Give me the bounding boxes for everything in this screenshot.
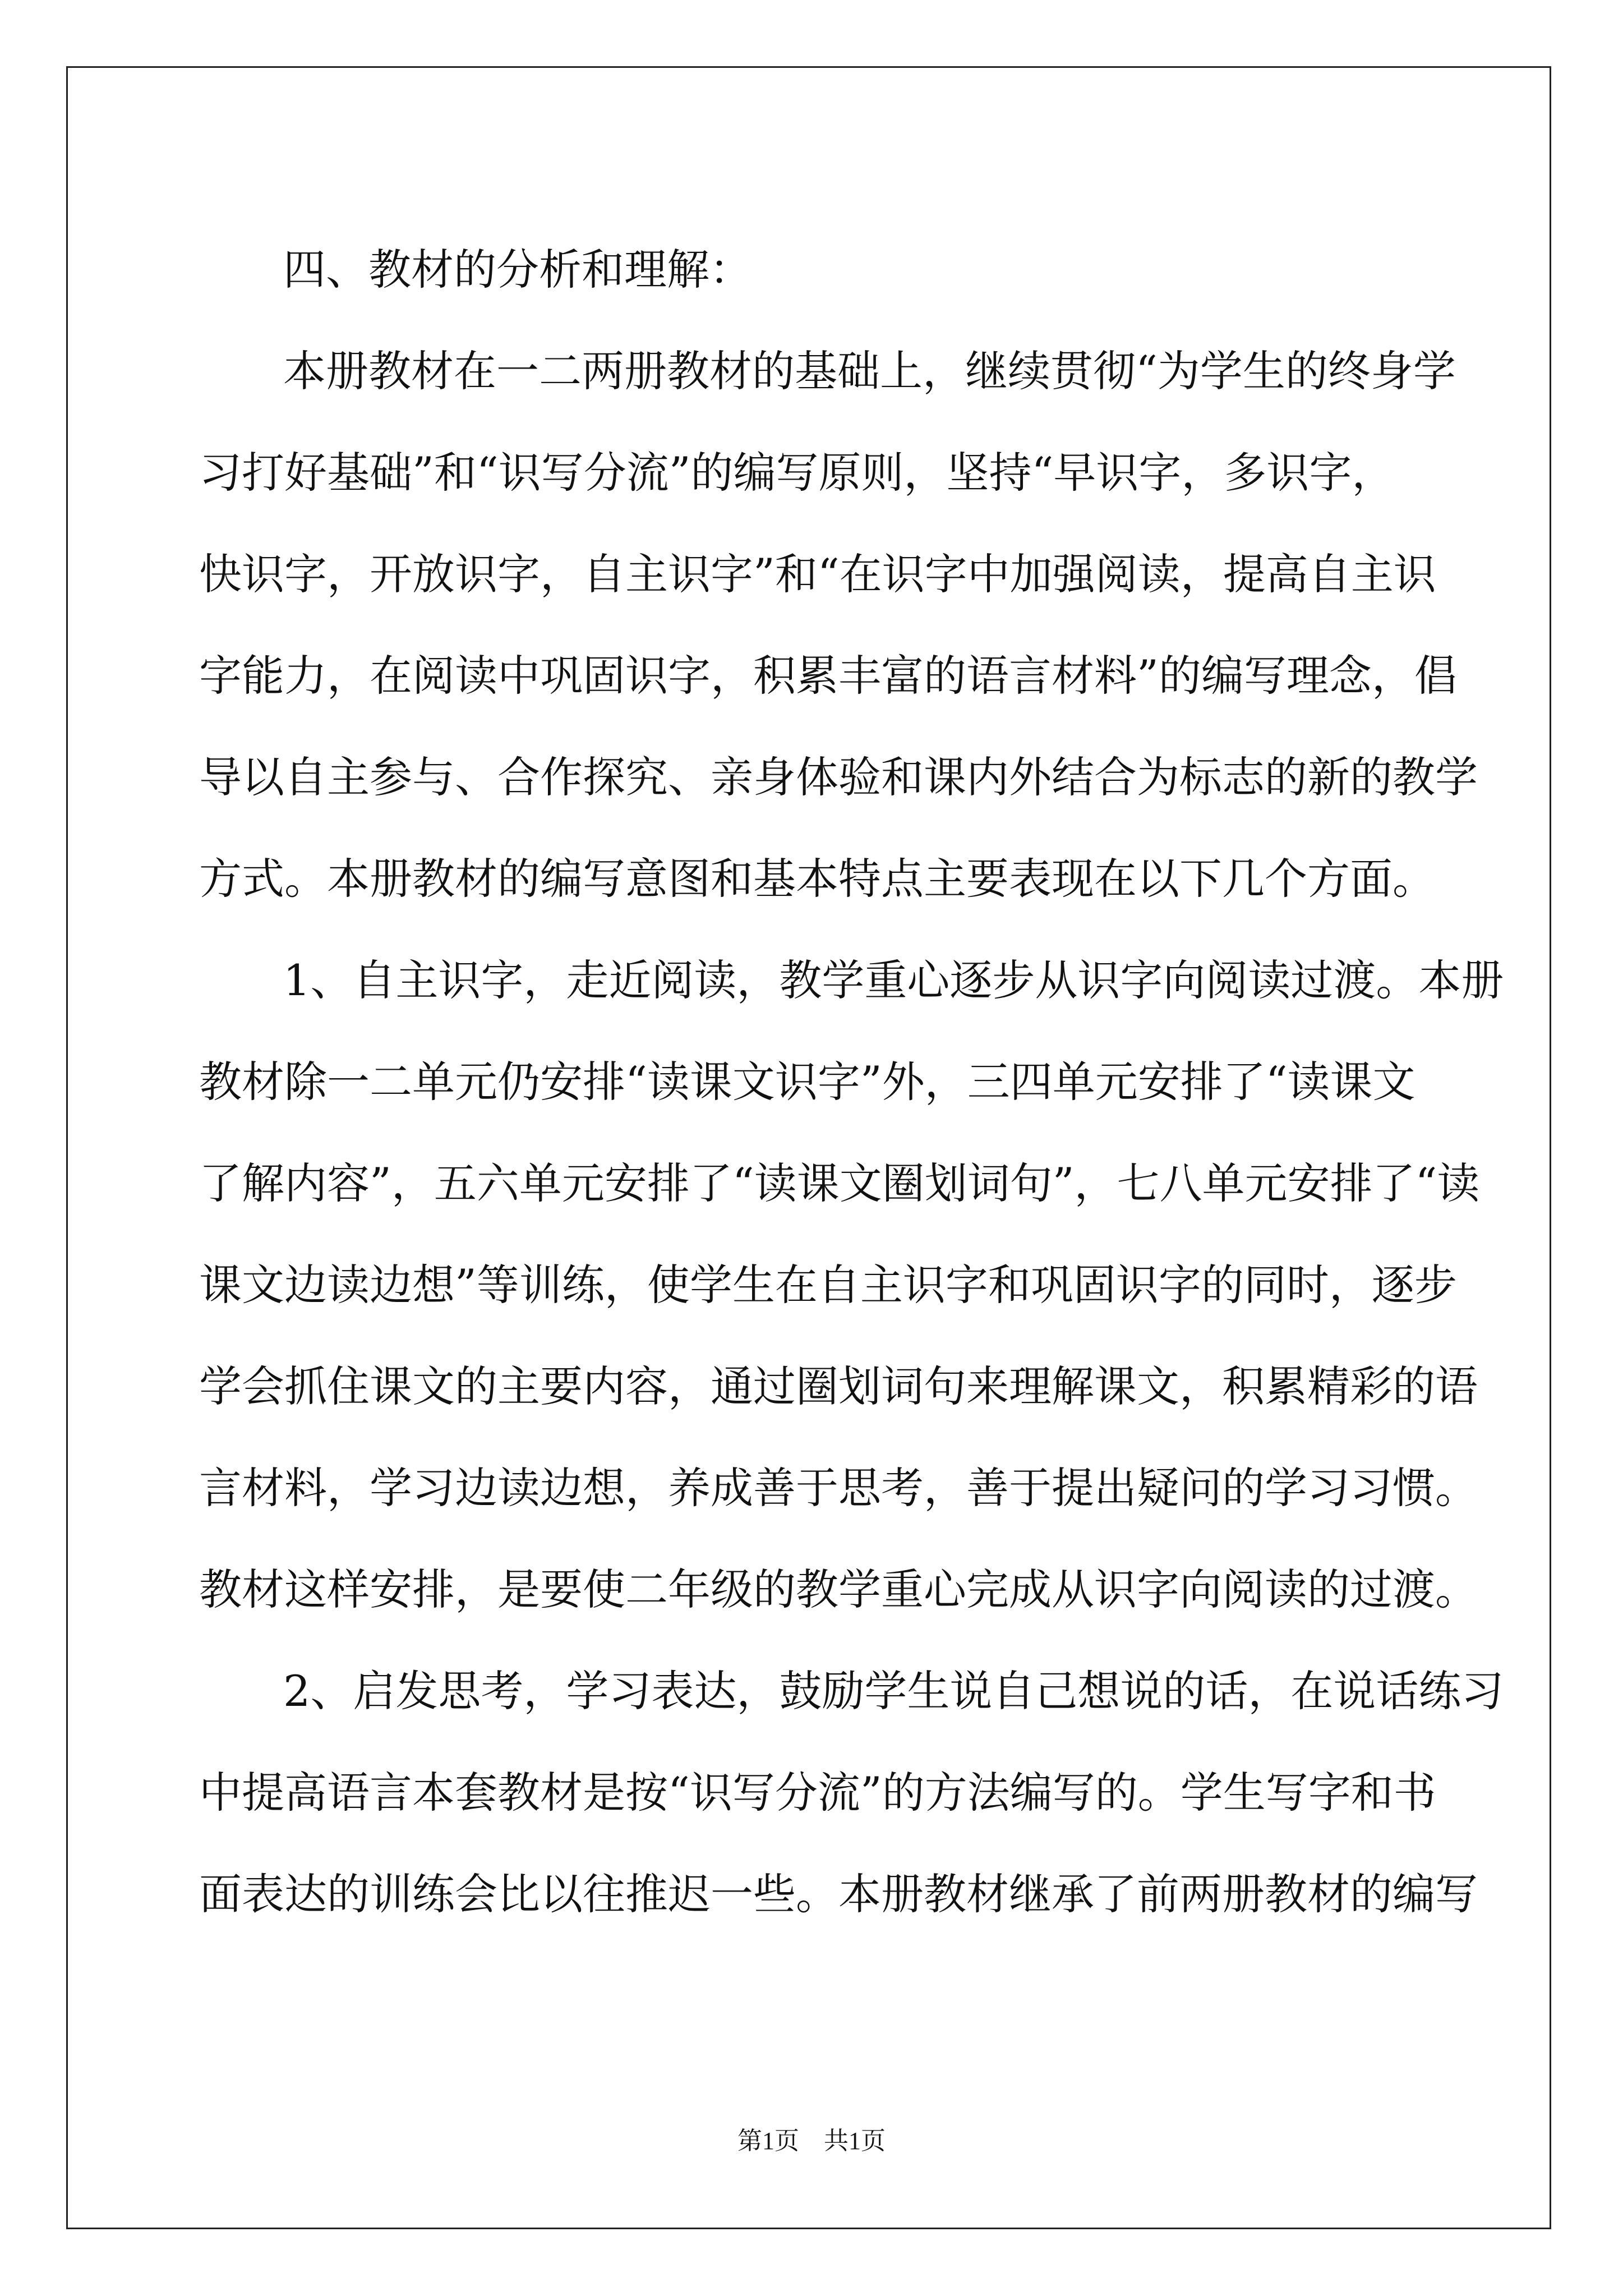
text-line: 本册教材在一二两册教材的基础上，继续贯彻“为学生的终身学 (283, 346, 1456, 396)
text-line: 习打好基础”和“识写分流”的编写原则，坚持“早识字，多识字， (199, 448, 1395, 498)
document-body (199, 219, 1504, 1945)
text-line: 导以自主参与、合作探究、亲身体验和课内外结合为标志的新的教学 (199, 752, 1478, 802)
text-line: 课文边读边想”等训练，使学生在自主识字和巩固识字的同时，逐步 (199, 1260, 1457, 1310)
text-line: 方式。本册教材的编写意图和基本特点主要表现在以下几个方面。 (199, 854, 1435, 904)
text-line: 1、自主识字，走近阅读，教学重心逐步从识字向阅读过渡。本册 (283, 955, 1504, 1005)
text-line: 教材这样安排，是要使二年级的教学重心完成从识字向阅读的过渡。 (199, 1565, 1478, 1614)
text-line: 了解内容”，五六单元安排了“读课文圈划词句”，七八单元安排了“读 (199, 1158, 1480, 1208)
text-line: 四、教材的分析和理解： (283, 245, 752, 295)
page-number: 第1页 共1页 (737, 2127, 886, 2155)
text-line: 言材料，学习边读边想，养成善于思考，善于提出疑问的学习习惯。 (199, 1463, 1478, 1513)
text-line: 学会抓住课文的主要内容，通过圈划词句来理解课文，积累精彩的语 (199, 1361, 1478, 1411)
text-line: 教材除一二单元仍安排“读课文识字”外，三四单元安排了“读课文 (199, 1057, 1415, 1107)
text-line: 2、启发思考，学习表达，鼓励学生说自己想说的话，在说话练习 (283, 1666, 1504, 1716)
text-line: 字能力，在阅读中巩固识字，积累丰富的语言材料”的编写理念，倡 (199, 651, 1457, 701)
text-line: 中提高语言本套教材是按“识写分流”的方法编写的。学生写字和书 (199, 1768, 1436, 1818)
text-line: 面表达的训练会比以往推迟一些。本册教材继承了前两册教材的编写 (199, 1869, 1478, 1919)
text-line: 快识字，开放识字，自主识字”和“在识字中加强阅读，提高自主识 (199, 549, 1436, 599)
